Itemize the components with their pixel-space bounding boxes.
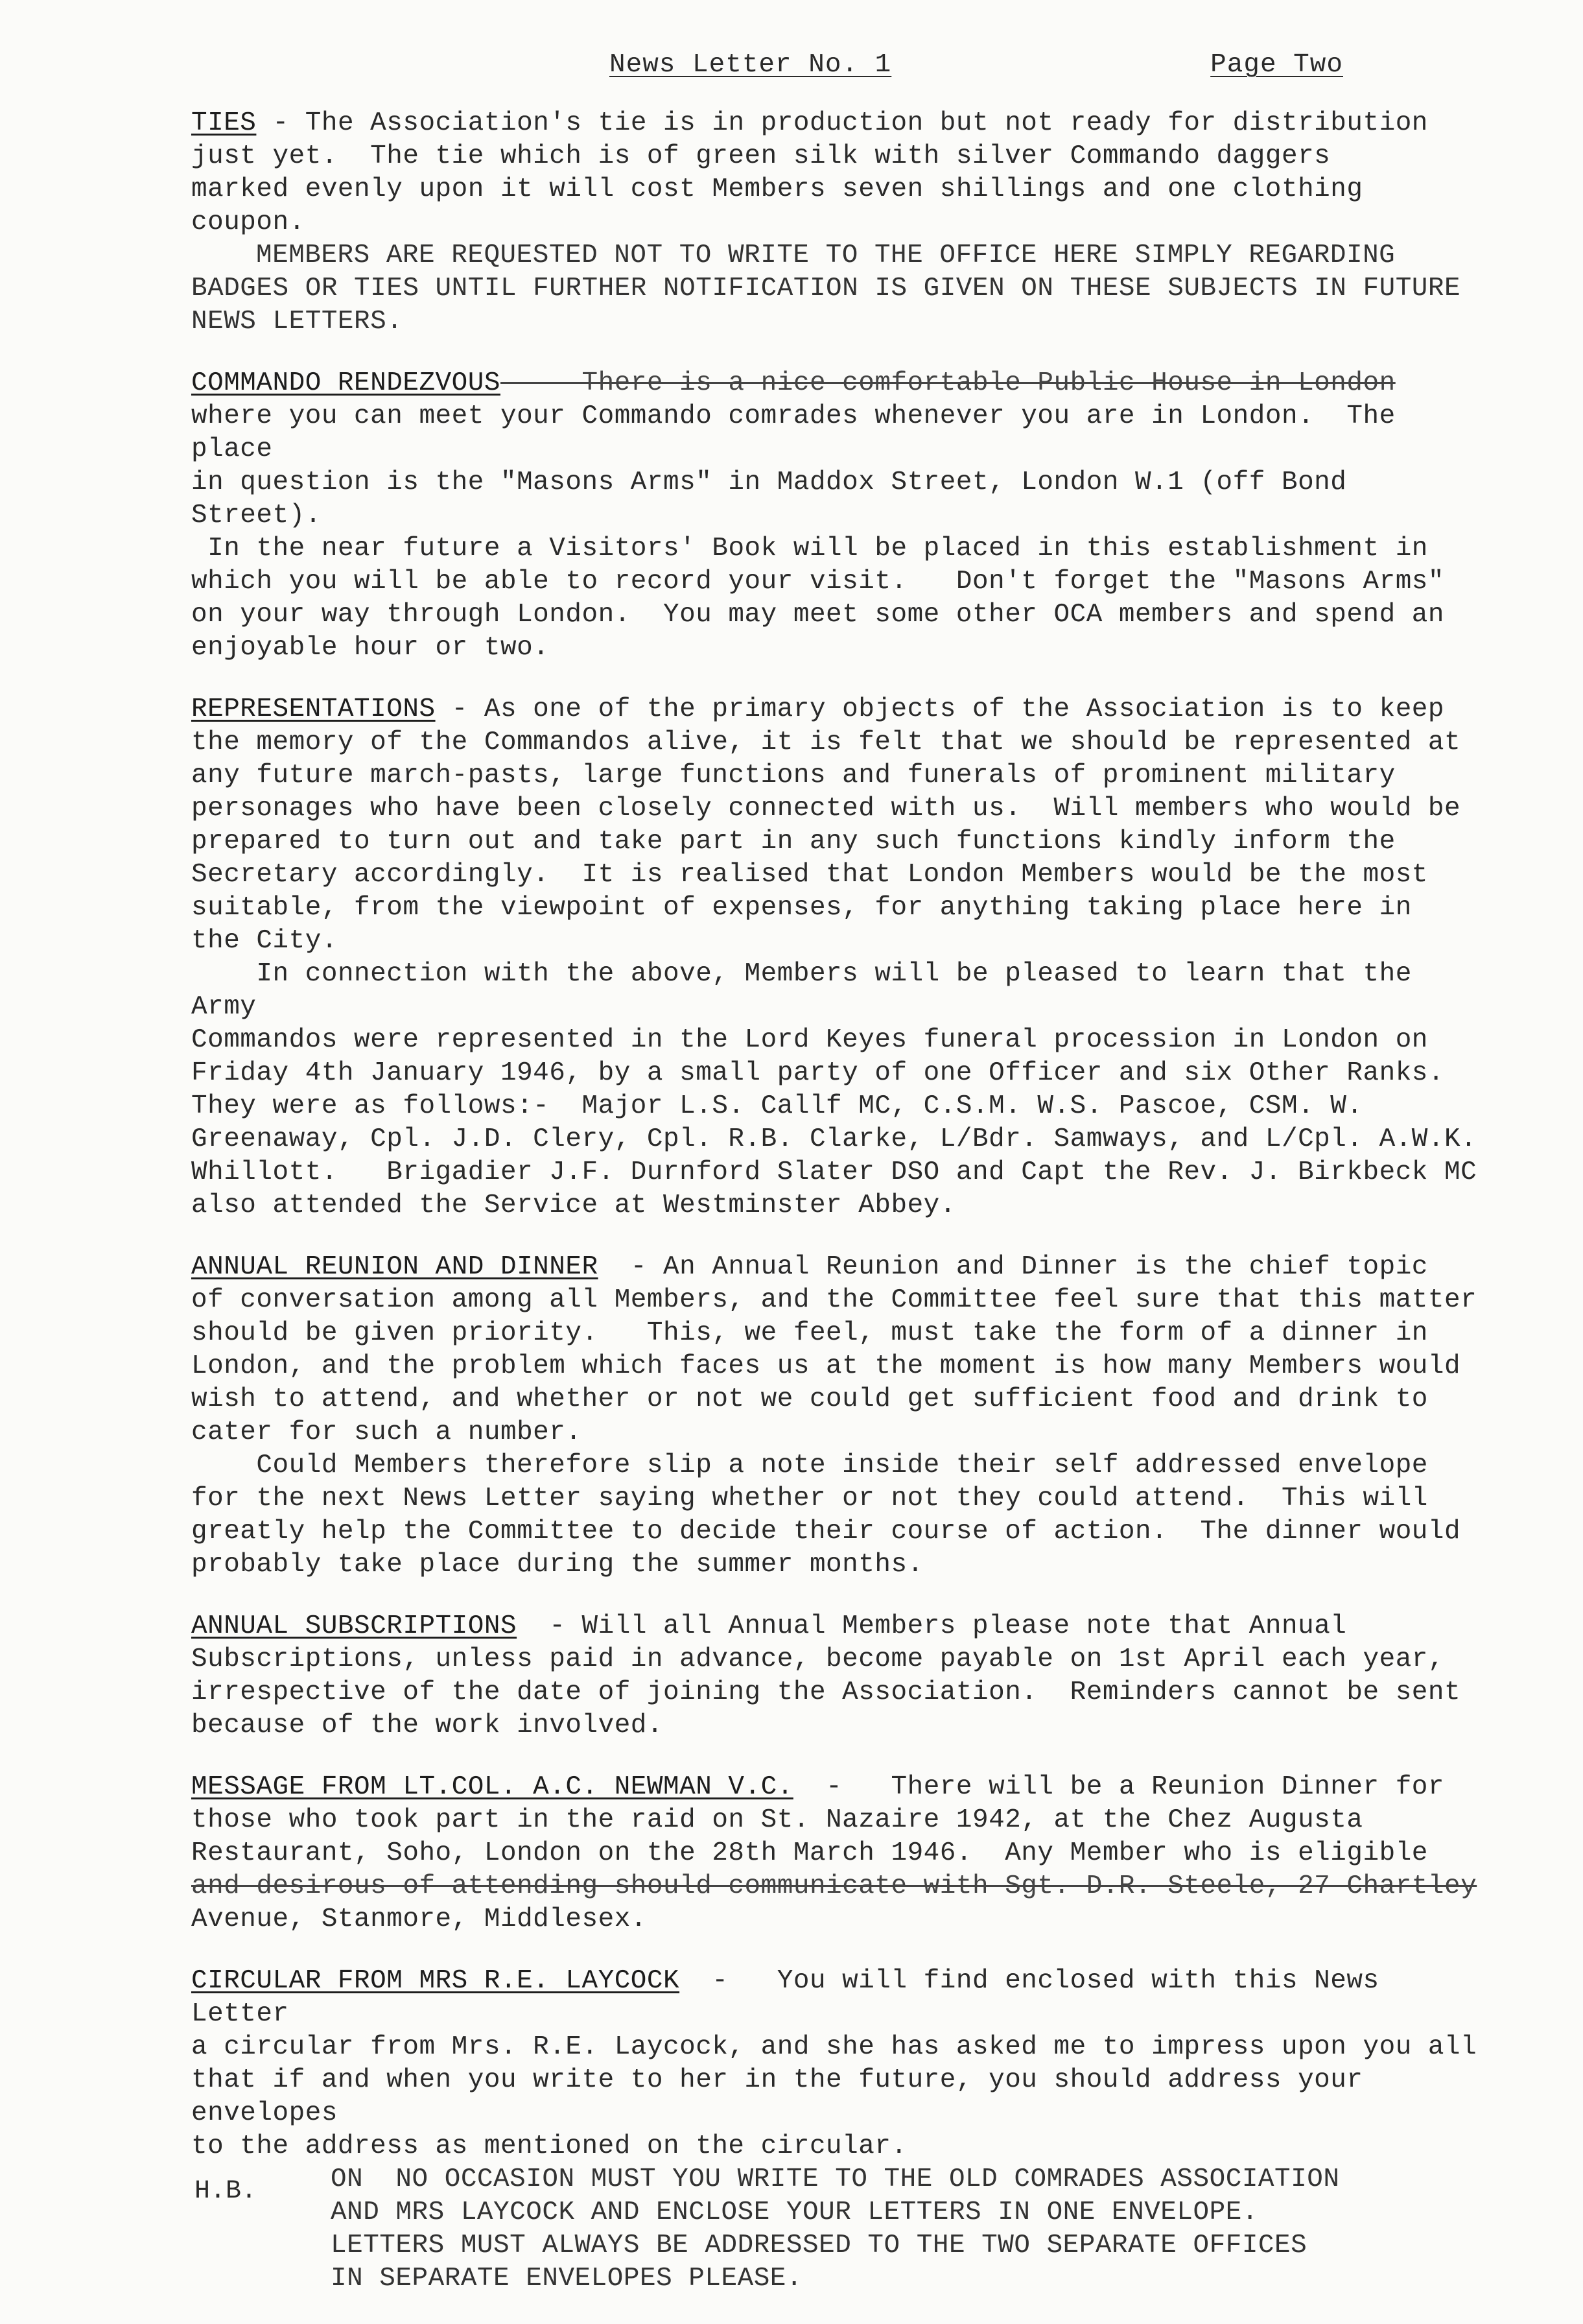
representations-text: Secretary accordingly. It is realised that London Members would be the most [191,860,1428,890]
circular-notice: IN SEPARATE ENVELOPES PLEASE. [331,2264,803,2294]
section-rendezvous [191,367,1488,665]
message-text: those who took part in the raid on St. Nazaire 1942, at the Chez Augusta [191,1805,1363,1835]
subscriptions-heading: ANNUAL SUBSCRIPTIONS [191,1611,517,1641]
section-reunion [191,1251,1488,1582]
representations-text: any future march-pasts, large functions and funerals of prominent military [191,761,1396,790]
representations-text: They were as follows:- Major L.S. Callf MC, C.S.M. W.S. Pascoe, CSM. W. [191,1091,1363,1121]
reunion-text: cater for such a number. [191,1417,582,1447]
ties-text: marked evenly upon it will cost Members seven shillings and one clothing coupon. [191,174,1379,237]
ties-notice: BADGES OR TIES UNTIL FURTHER NOTIFICATION IS GIVEN ON THESE SUBJECTS IN FUTURE [191,274,1461,303]
section-subscriptions [191,1610,1488,1742]
reunion-text: Could Members therefore slip a note inside their self addressed envelope [191,1451,1428,1480]
reunion-text: of conversation among all Members, and the Committee feel sure that this matter [191,1285,1477,1315]
reunion-text: for the next News Letter saying whether or not they could attend. This will [191,1484,1428,1513]
ties-notice: MEMBERS ARE REQUESTED NOT TO WRITE TO THE OFFICE HERE SIMPLY REGARDING [256,241,1396,270]
message-text: - There will be a Reunion Dinner for [793,1772,1445,1802]
rendezvous-text: enjoyable hour or two. [191,633,550,663]
section-representations [191,693,1488,1222]
circular-text: to the address as mentioned on the circular. [191,2131,908,2161]
rendezvous-heading: COMMANDO RENDEZVOUS [191,368,500,398]
representations-text: also attended the Service at Westminster Abbey. [191,1191,956,1220]
signature-initials: H.B. [194,2177,257,2206]
subscriptions-text: because of the work involved. [191,1711,664,1740]
rendezvous-text: on your way through London. You may meet some other OCA members and spend an [191,600,1445,630]
reunion-text: probably take place during the summer months. [191,1550,924,1580]
section-circular [191,1965,1488,2295]
newsletter-title: News Letter No. 1 [609,50,892,80]
ties-text: just yet. The tie which is of green silk with silver Commando daggers [191,141,1331,171]
reunion-text: wish to attend, and whether or not we could get sufficient food and drink to [191,1384,1428,1414]
representations-text: - As one of the primary objects of the Association is to keep [435,694,1445,724]
rendezvous-text: in question is the "Masons Arms" in Maddox Street, London W.1 (off Bond Street). [191,468,1363,530]
circular-heading: CIRCULAR FROM MRS R.E. LAYCOCK [191,1966,680,1996]
subscriptions-text: - Will all Annual Members please note that Annual [517,1611,1347,1641]
subscriptions-text: irrespective of the date of joining the Association. Reminders cannot be sent [191,1678,1461,1707]
representations-text: prepared to turn out and take part in any such functions kindly inform the [191,827,1396,857]
rendezvous-text: which you will be able to record your visit. Don't forget the "Masons Arms" [191,567,1445,597]
section-message [191,1771,1488,1936]
reunion-text: - An Annual Reunion and Dinner is the chief topic [598,1252,1428,1282]
circular-text: a circular from Mrs. R.E. Laycock, and she has asked me to impress upon you all [191,2032,1477,2062]
circular-text: - You will find enclosed with this News Letter [191,1966,1396,2029]
circular-notice: LETTERS MUST ALWAYS BE ADDRESSED TO THE TWO SEPARATE OFFICES [331,2231,1307,2260]
newsletter-body [191,107,1488,2324]
subscriptions-text: Subscriptions, unless paid in advance, become payable on 1st April each year, [191,1644,1445,1674]
representations-text: suitable, from the viewpoint of expenses, for anything taking place here in [191,893,1412,923]
rendezvous-text: There is a nice comfortable Public House in London [500,368,1396,398]
circular-notice: ON NO OCCASION MUST YOU WRITE TO THE OLD COMRADES ASSOCIATION [331,2164,1340,2194]
circular-notice: AND MRS LAYCOCK AND ENCLOSE YOUR LETTERS IN ONE ENVELOPE. [331,2198,1258,2227]
ties-text: - The Association's tie is in production but not ready for distribution [256,108,1428,138]
message-text: Restaurant, Soho, London on the 28th March 1946. Any Member who is eligible [191,1838,1428,1868]
reunion-text: London, and the problem which faces us at the moment is how many Members would [191,1351,1461,1381]
page-header [609,47,1343,83]
representations-text: personages who have been closely connected with us. Will members who would be [191,794,1461,824]
circular-text: that if and when you write to her in the future, you should address your envelopes [191,2065,1379,2128]
message-text: and desirous of attending should communicate with Sgt. D.R. Steele, 27 Chartley [191,1871,1477,1901]
page-number: Page Two [1210,50,1343,80]
message-heading: MESSAGE FROM LT.COL. A.C. NEWMAN V.C. [191,1772,793,1802]
ties-notice: NEWS LETTERS. [191,307,403,337]
rendezvous-text: where you can meet your Commando comrades whenever you are in London. The place [191,401,1412,464]
reunion-text: greatly help the Committee to decide their course of action. The dinner would [191,1517,1461,1547]
ties-heading: TIES [191,108,257,138]
representations-text: Commandos were represented in the Lord Keyes funeral procession in London on [191,1025,1428,1055]
representations-text: Friday 4th January 1946, by a small party of one Officer and six Other Ranks. [191,1058,1445,1088]
representations-text: Greenaway, Cpl. J.D. Clery, Cpl. R.B. Clarke, L/Bdr. Samways, and L/Cpl. A.W.K. [191,1124,1477,1154]
representations-heading: REPRESENTATIONS [191,694,436,724]
representations-text: In connection with the above, Members will be pleased to learn that the Army [191,959,1428,1022]
reunion-text: should be given priority. This, we feel, must take the form of a dinner in [191,1318,1428,1348]
message-text: Avenue, Stanmore, Middlesex. [191,1904,647,1934]
section-ties [191,107,1488,338]
representations-text: the memory of the Commandos alive, it is felt that we should be represented at [191,728,1461,757]
representations-text: the City. [191,926,338,956]
rendezvous-text: In the near future a Visitors' Book will be placed in this establishment in [191,534,1428,563]
representations-text: Whillott. Brigadier J.F. Durnford Slater DSO and Capt the Rev. J. Birkbeck MC [191,1157,1477,1187]
reunion-heading: ANNUAL REUNION AND DINNER [191,1252,598,1282]
